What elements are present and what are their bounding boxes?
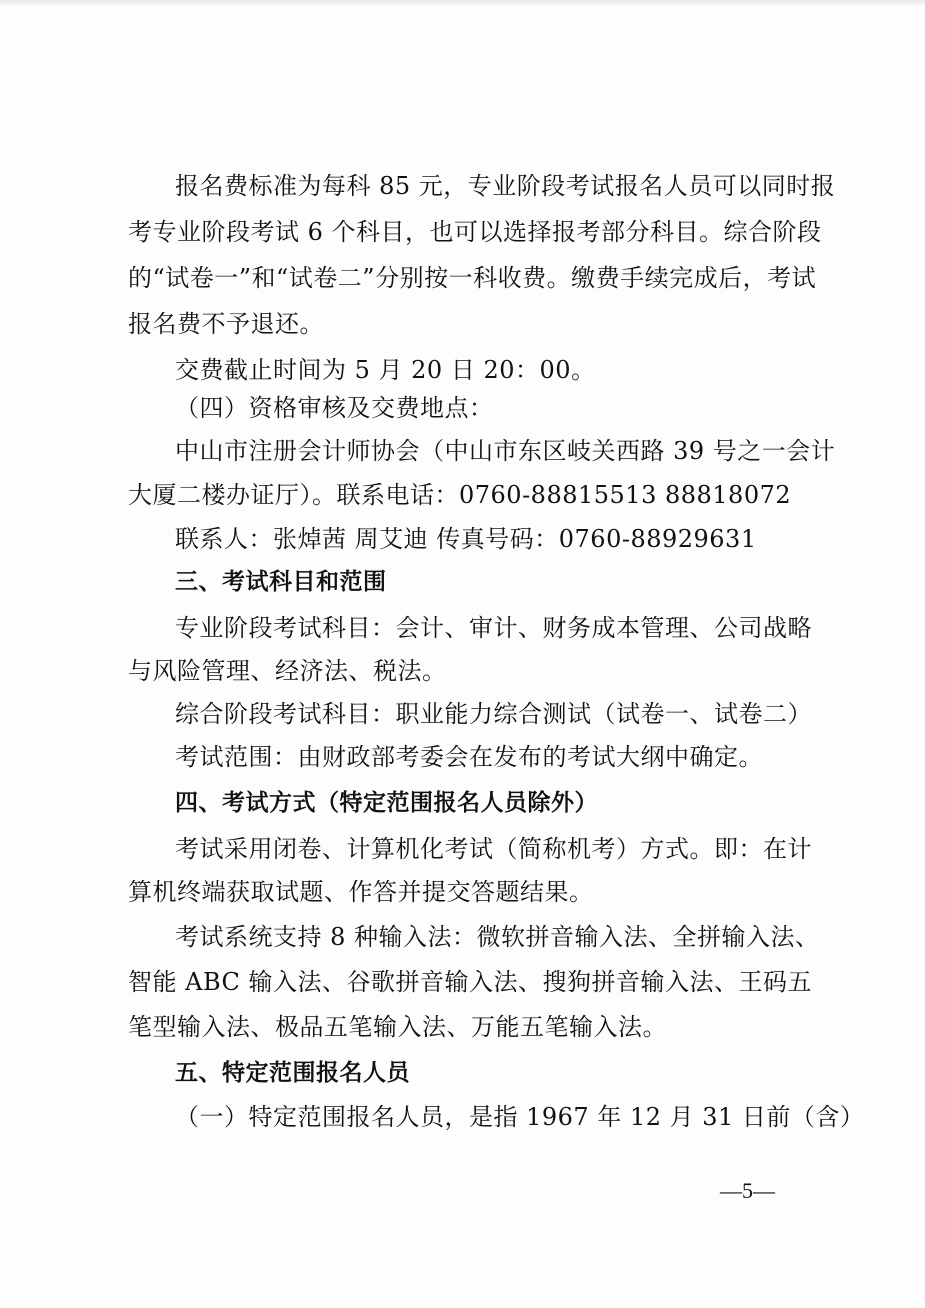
paragraph-line: 考试采用闭卷、计算机化考试（简称机考）方式。即：在计 — [175, 835, 812, 863]
paragraph-line: 考专业阶段考试 6 个科目，也可以选择报考部分科目。综合阶段 — [128, 218, 822, 246]
paragraph-line: 的“试卷一”和“试卷二”分别按一科收费。缴费手续完成后，考试 — [128, 264, 817, 292]
paragraph-line: 大厦二楼办证厅）。联系电话：0760-88815513 88818072 — [128, 481, 792, 509]
paragraph-line: 智能 ABC 输入法、谷歌拼音输入法、搜狗拼音输入法、王码五 — [128, 968, 813, 996]
section-heading: 五、特定范围报名人员 — [175, 1060, 410, 1086]
section-heading: 四、考试方式（特定范围报名人员除外） — [175, 790, 598, 816]
paragraph-line: 考试范围：由财政部考委会在发布的考试大纲中确定。 — [175, 743, 763, 771]
paragraph-line: （一）特定范围报名人员，是指 1967 年 12 月 31 日前（含） — [175, 1103, 865, 1131]
paragraph-line: 报名费标准为每科 85 元，专业阶段考试报名人员可以同时报 — [175, 172, 836, 200]
subsection-heading: （四）资格审核及交费地点： — [175, 394, 494, 422]
paragraph-line: 联系人：张焯茜 周艾迪 传真号码：0760-88929631 — [175, 525, 757, 553]
paragraph-line: 中山市注册会计师协会（中山市东区岐关西路 39 号之一会计 — [175, 437, 836, 465]
page-number: —5— — [720, 1178, 775, 1203]
section-heading: 三、考试科目和范围 — [175, 569, 387, 595]
paragraph-line: 专业阶段考试科目：会计、审计、财务成本管理、公司战略 — [175, 614, 812, 642]
paragraph-line: 算机终端获取试题、作答并提交答题结果。 — [128, 878, 594, 906]
paragraph-line: 笔型输入法、极品五笔输入法、万能五笔输入法。 — [128, 1013, 667, 1041]
scan-edge-shadow — [0, 0, 925, 6]
paragraph-line: 与风险管理、经济法、税法。 — [128, 657, 447, 685]
paragraph-line: 考试系统支持 8 种输入法：微软拼音输入法、全拼输入法、 — [175, 923, 820, 951]
paragraph-line: 综合阶段考试科目：职业能力综合测试（试卷一、试卷二） — [175, 700, 812, 728]
paragraph-line: 交费截止时间为 5 月 20 日 20：00。 — [175, 356, 596, 384]
paragraph-line: 报名费不予退还。 — [128, 310, 324, 338]
